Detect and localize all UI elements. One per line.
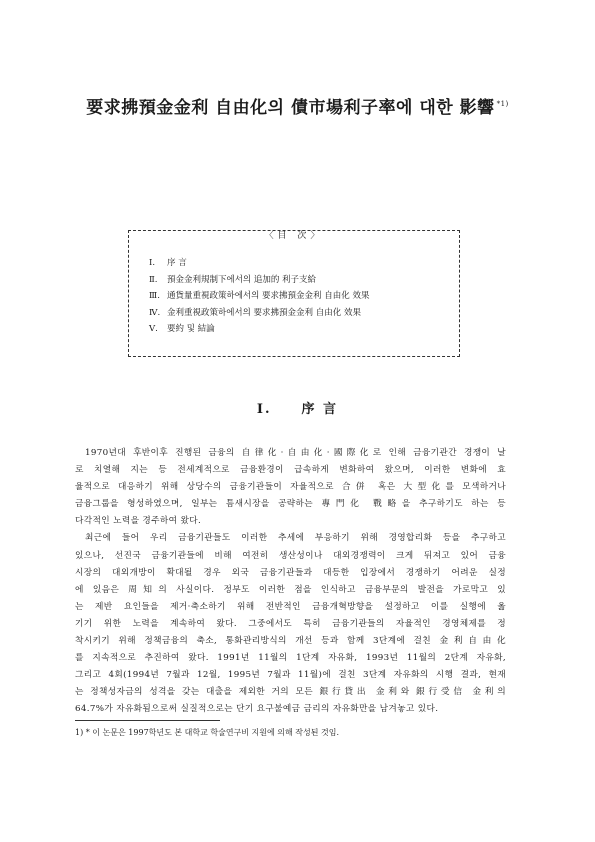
body-line: 있으나, 선진국 금융기관들에 비해 여전히 생산성이나 대외경쟁력이 크게 뒤져고 있어 금융 xyxy=(75,550,506,561)
toc-item-number: Ⅲ. xyxy=(149,291,160,301)
toc-item-label: 序 言 xyxy=(167,258,187,268)
body-line: 기기 위한 노력을 계속하여 왔다. 그중에서도 특히 금융기관들의 자율적인 경영체제를 정 xyxy=(75,618,506,629)
toc-heading: 〈目 次〉 xyxy=(251,231,338,241)
body-line: 금융그룹을 형성하였으며, 일부는 틈새시장을 공략하는 專門化 戰略을 추구하기도 하는 등 xyxy=(75,499,506,510)
section-title: 序 言 xyxy=(301,402,339,417)
toc-item-label: 要約 및 結論 xyxy=(167,324,215,334)
toc-item-number: Ⅴ. xyxy=(149,324,158,334)
body-line: 에 있음은 周知의 사실이다. 정부도 이러한 점을 인식하고 금융부문의 발전을 가로막고 있 xyxy=(75,584,506,595)
body-line: 64.7%가 자유화됨으로써 실질적으로는 단기 요구불예금 금리의 자유화만을 남겨놓고 있다. xyxy=(75,704,439,715)
toc-item-number: Ⅳ. xyxy=(149,307,161,318)
title-footnote-marker: *1) xyxy=(496,100,509,109)
section-heading xyxy=(0,398,595,417)
paper-title xyxy=(0,93,595,118)
toc-item-label: 通貨量重視政策하에서의 要求拂預金金利 自由化 效果 xyxy=(167,291,370,301)
body-line: 로 치열해 지는 등 전세계적으로 금융환경이 급속하게 변화하여 왔으며, 이러한 변화에 효 xyxy=(75,465,506,476)
body-line: 는 정책성자금의 성격을 갖는 대출을 제외한 거의 모든 銀行貸出 金利와 銀行受信 金利의 xyxy=(75,687,506,698)
body-line: 는 제반 요인들을 제거·축소하기 위해 전반적인 금융개혁방향을 설정하고 이를 실행에 옮 xyxy=(75,601,506,612)
body-line: 1970년대 후반이후 진행된 금융의 自律化·自由化·國際化로 인해 금융기관간 경쟁이 날 xyxy=(85,448,506,458)
body-line: 율적으로 대응하기 위해 상당수의 금융기관들이 자율적으로 合併 혹은 大型化를 모색하거나 xyxy=(75,482,506,493)
table-of-contents xyxy=(128,230,460,357)
body-line: 다각적인 노력을 경주하여 왔다. xyxy=(75,516,202,527)
body-line: 시장의 대외개방이 확대될 경우 외국 금융기관들과 대등한 입장에서 경쟁하기 어려운 실정 xyxy=(75,567,506,578)
footnote-divider xyxy=(75,720,220,721)
body-line: 그리고 4회(1994년 7월과 12월, 1995년 7월과 11월)에 걸친 3단계 자유화의 시행 결과, 현재 xyxy=(75,670,506,681)
toc-heading-wrap xyxy=(129,223,459,242)
toc-item-label: 金利重視政策하에서의 要求拂預金金利 自由化 效果 xyxy=(167,307,361,318)
body-text xyxy=(75,445,506,719)
toc-item xyxy=(149,305,369,322)
section-number: Ⅰ. xyxy=(256,402,272,417)
toc-item xyxy=(149,288,369,305)
title-text: 要求拂預金金利 自由化의 債市場利子率에 대한 影響 xyxy=(86,98,495,118)
toc-item xyxy=(149,321,369,338)
toc-item-label: 預金金利規制下에서의 追加的 利子支給 xyxy=(167,274,317,285)
footnote: 1) * 이 논문은 1997학년도 본 대학교 학술연구비 지원에 의해 작성된 것임. xyxy=(75,728,340,737)
toc-item xyxy=(149,272,369,289)
body-line: 최근에 들어 우리 금융기관들도 이러한 추세에 부응하기 위해 경영합리화 등을 추구하고 xyxy=(85,533,506,544)
toc-item-number: Ⅱ. xyxy=(149,274,158,285)
toc-list xyxy=(149,255,369,338)
toc-item-number: Ⅰ. xyxy=(149,258,156,268)
body-line: 착시키기 위해 정책금융의 축소, 통화관리방식의 개선 등과 함께 3단계에 걸친 金利自由化 xyxy=(75,636,506,647)
body-line: 를 지속적으로 추진하여 왔다. 1991년 11월의 1단계 자유화, 1993년 11월의 2단계 자유화, xyxy=(75,653,506,664)
toc-item xyxy=(149,255,369,272)
